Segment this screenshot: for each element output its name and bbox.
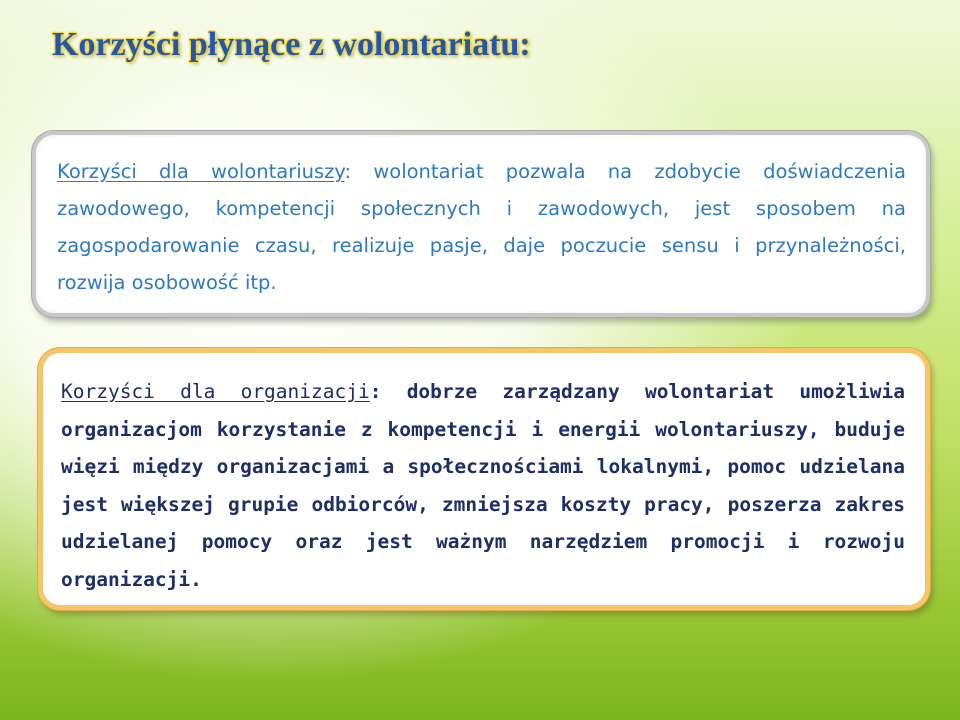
organizations-benefits-body: dobrze zarządzany wolontariat umożliwia organizacjom korzystanie z kompetencji i energii wolontariuszy, buduje więzi między organizacjami a społecznościami lokalnymi, pomoc udzielana jest większej grupie odbiorców, zmniejsza koszty pracy, poszerza zakres udzielanej pomocy oraz jest ważnym narzędziem promocji i rozwoju organizacji. xyxy=(61,380,905,591)
organizations-benefits-text xyxy=(61,373,905,598)
volunteers-benefits-text xyxy=(57,153,906,301)
organizations-benefits-separator: : xyxy=(369,380,382,403)
volunteers-benefits-separator: : xyxy=(344,160,352,183)
volunteers-benefits-panel xyxy=(32,131,930,317)
slide-title: Korzyści płynące z wolontariatu: xyxy=(52,26,531,63)
volunteers-benefits-heading: Korzyści dla wolontariuszy xyxy=(57,160,345,183)
organizations-benefits-panel xyxy=(38,348,930,610)
organizations-benefits-heading: Korzyści dla organizacji xyxy=(61,380,370,403)
volunteers-benefits-body: wolontariat pozwala na zdobycie doświadczenia zawodowego, kompetencji społecznych i zawodowych, jest sposobem na zagospodarowanie czasu, realizuje pasje, daje poczucie sensu i przynależności, rozwija osobowość itp. xyxy=(57,160,906,294)
